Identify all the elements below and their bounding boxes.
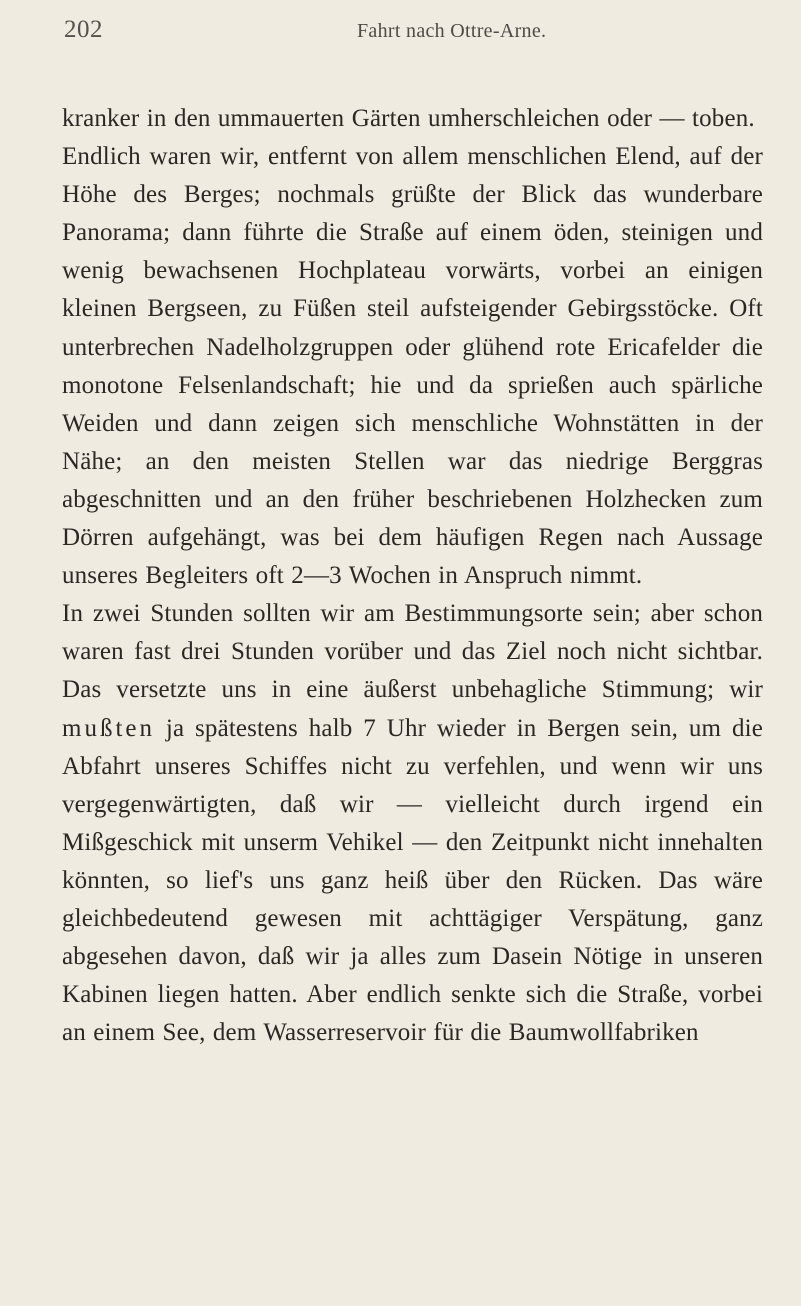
running-head-title: Fahrt nach Ottre-Arne. (357, 20, 547, 42)
body-text (62, 100, 763, 1052)
paragraph-3 (62, 595, 763, 1052)
running-head (62, 14, 763, 54)
paragraph-3-end: ja spätestens halb 7 Uhr wieder in Bergen sein, um die Abfahrt unseres Schiffes nicht zu verfehlen, und wenn wir uns vergegenwärtigten, daß wir — vielleicht durch irgend ein Mißgeschick mit unserm Vehikel — den Zeitpunkt nicht innehalten könnten, so lief's uns ganz heiß über den Rücken. Das wäre gleichbedeutend gewesen mit achttägiger Verspätung, ganz abgesehen davon, daß wir ja alles zum Dasein Nötige in unseren Kabinen liegen hatten. Aber endlich senkte sich die Straße, vorbei an einem See, dem Wasserreservoir für die Baumwollfabriken (62, 714, 763, 1047)
paragraph-3-start: In zwei Stunden sollten wir am Bestimmungsorte sein; aber schon waren fast drei Stunden vorüber und das Ziel noch nicht sichtbar. Das versetzte uns in eine äußerst unbehagliche Stimmung; wir (62, 600, 763, 704)
page-number: 202 (64, 16, 103, 43)
paragraph-1: kranker in den ummauerten Gärten umherschleichen oder — toben. (62, 105, 755, 132)
paragraph-2: Endlich waren wir, entfernt von allem menschlichen Elend, auf der Höhe des Berges; nochmals grüßte der Blick das wunderbare Panorama; dann führte die Straße auf einem öden, steinigen und wenig bewachsenen Hochplateau vorwärts, vorbei an einigen kleinen Bergseen, zu Füßen steil aufsteigender Gebirgsstöcke. Oft unterbrechen Nadelholzgruppen oder glühend rote Ericafelder die monotone Felsenlandschaft; hie und da sprießen auch spärliche Weiden und dann zeigen sich menschliche Wohnstätten in der Nähe; an den meisten Stellen war das niedrige Berggras abgeschnitten und an den früher beschriebenen Holzhecken zum Dörren aufgehängt, was bei dem häufigen Regen nach Aussage unseres Begleiters oft 2—3 Wochen in Anspruch nimmt. (62, 143, 763, 590)
emphasized-word: mußten (62, 714, 155, 742)
